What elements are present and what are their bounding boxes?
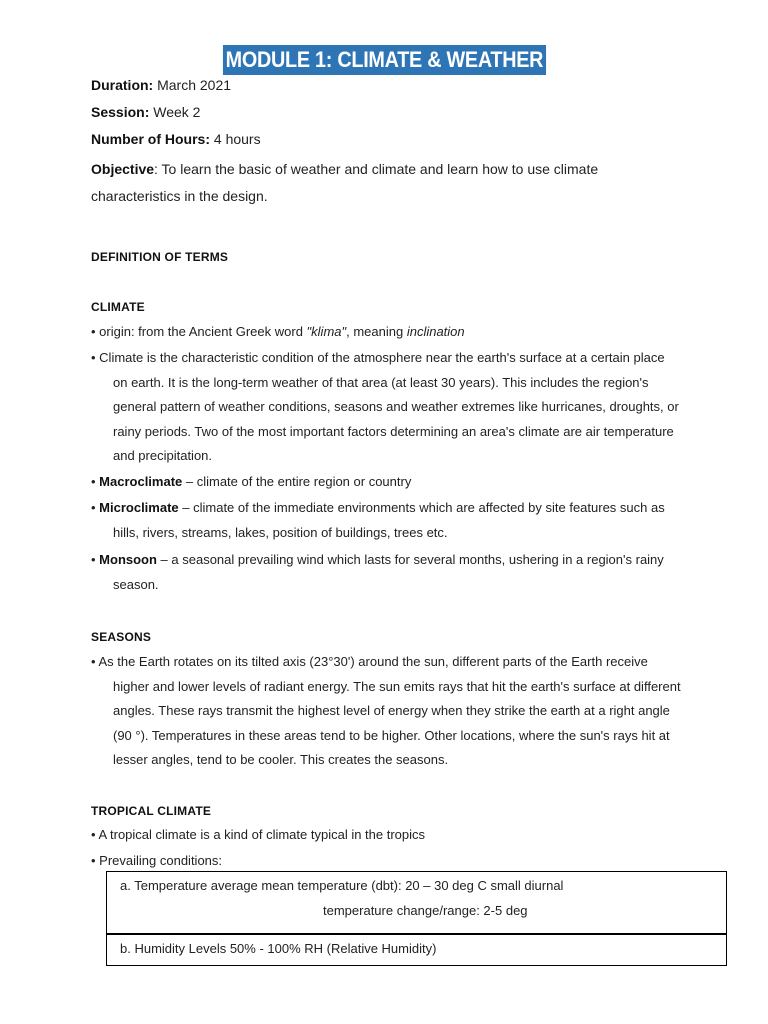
microclimate-text-2: hills, rivers, streams, lakes, position of buildings, trees etc. <box>113 524 448 540</box>
macroclimate-line: • Macroclimate – climate of the entire region or country <box>91 474 412 489</box>
monsoon-text-1: – a seasonal prevailing wind which lasts for several months, ushering in a region's rainy <box>156 552 664 567</box>
origin-line <box>91 320 721 345</box>
session-value: Week 2 <box>149 104 201 120</box>
seasons-line: (90 °). Temperatures in these areas tend to be higher. Other locations, where the sun's rays hit at <box>113 727 670 743</box>
climate-definition-line: on earth. It is the long-term weather of that area (at least 30 years). This includes the region's <box>113 374 649 390</box>
duration-label: Duration: <box>91 77 154 93</box>
duration-line <box>91 75 731 95</box>
table-row <box>107 872 726 935</box>
microclimate-text-1: – climate of the immediate environments which are affected by site features such as <box>178 500 665 515</box>
climate-heading: CLIMATE <box>91 300 145 314</box>
macroclimate-text: – climate of the entire region or country <box>182 474 412 489</box>
seasons-bullet <box>91 650 721 773</box>
seasons-line: angles. These rays transmit the highest level of energy when they strike the earth at a right angle <box>113 703 670 718</box>
seasons-line: lesser angles, tend to be cooler. This creates the seasons. <box>113 752 449 767</box>
climate-definition-line: rainy periods. Two of the most important factors determining an area's climate are air temperature <box>113 423 674 439</box>
origin-prefix: • origin: from the Ancient Greek word <box>91 324 307 339</box>
tropical-heading: TROPICAL CLIMATE <box>91 804 212 818</box>
objective-text-2: characteristics in the design. <box>91 188 268 204</box>
monsoon-text-2: season. <box>113 576 159 592</box>
seasons-heading: SEASONS <box>91 630 152 644</box>
hours-line <box>91 129 731 149</box>
session-label: Session: <box>91 104 150 120</box>
macroclimate-term: Macroclimate <box>99 474 183 489</box>
title-container <box>0 45 768 75</box>
objective-line-1 <box>91 156 691 183</box>
humidity-text: b. Humidity Levels 50% - 100% RH (Relative Humidity) <box>120 941 437 956</box>
climate-definition-line: general pattern of weather conditions, seasons and weather extremes like hurricanes, droughts, or <box>113 399 679 414</box>
hours-label: Number of Hours: <box>91 131 210 147</box>
hours-value: 4 hours <box>210 131 261 147</box>
objective-label: Objective <box>91 161 155 177</box>
origin-mid: , meaning <box>346 324 407 339</box>
objective-text-1: : To learn the basic of weather and climate and learn how to use climate <box>154 161 599 177</box>
temperature-text-2: temperature change/range: 2-5 deg <box>323 903 528 918</box>
seasons-line: • As the Earth rotates on its tilted axis (23°30') around the sun, different parts of the Earth receive <box>91 654 648 669</box>
microclimate-term: Microclimate <box>99 500 179 515</box>
macroclimate-bullet <box>91 470 721 495</box>
definitions-heading: DEFINITION OF TERMS <box>91 250 229 264</box>
prevailing-conditions-table <box>106 871 727 966</box>
monsoon-line: • Monsoon – a seasonal prevailing wind which lasts for several months, ushering in a region's rainy <box>91 552 664 567</box>
duration-value: March 2021 <box>153 77 232 93</box>
seasons-line: higher and lower levels of radiant energy. The sun emits rays that hit the earth's surface at different <box>113 678 681 694</box>
microclimate-line: • Microclimate – climate of the immediate environments which are affected by site features such as <box>91 500 665 515</box>
tropical-bullet-1 <box>91 823 721 848</box>
table-row <box>107 935 726 965</box>
origin-bullet <box>91 320 721 345</box>
origin-word: "klima" <box>306 324 347 339</box>
climate-definition-line: • Climate is the characteristic condition of the atmosphere near the earth's surface at a certain place <box>91 350 665 365</box>
monsoon-term: Monsoon <box>99 552 157 567</box>
objective-paragraph <box>91 156 691 210</box>
temperature-text-1: a. Temperature average mean temperature (dbt): 20 – 30 deg C small diurnal <box>120 878 564 893</box>
monsoon-bullet <box>91 548 721 597</box>
tropical-bullet-2 <box>91 849 721 874</box>
climate-definition-line: and precipitation. <box>113 448 213 463</box>
page-title: MODULE 1: CLIMATE & WEATHER <box>223 45 546 75</box>
climate-definition-bullet <box>91 346 721 469</box>
tropical-bullet-2-text: • Prevailing conditions: <box>91 853 223 868</box>
session-line <box>91 102 731 122</box>
microclimate-bullet <box>91 496 721 545</box>
tropical-bullet-1-text: • A tropical climate is a kind of climate typical in the tropics <box>91 827 426 842</box>
origin-meaning: inclination <box>406 324 465 339</box>
